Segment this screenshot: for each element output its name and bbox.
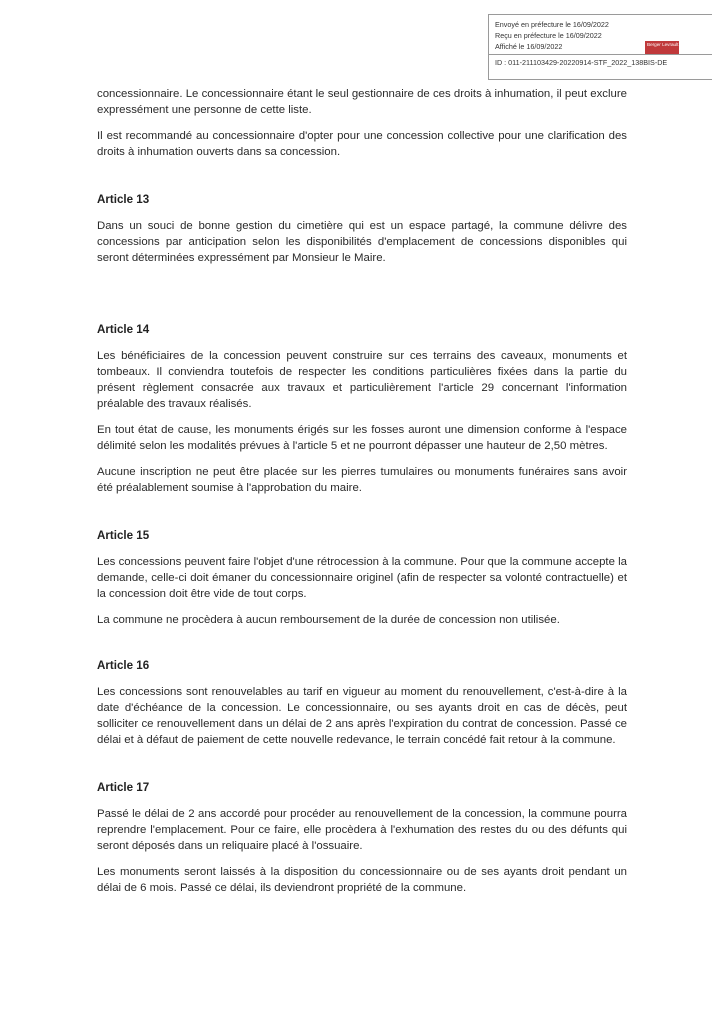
- article-15-paragraph-1: Les concessions peuvent faire l'objet d'une rétrocession à la commune. Pour que la commune accepte la demande, celle-ci doit émaner du concessionnaire originel (afin de respecter sa volonté contractuelle) et la concession doit être vide de tout corps.: [97, 556, 627, 600]
- stamp-sent-date: Envoyé en préfecture le 16/09/2022: [495, 20, 609, 29]
- article-15-title: Article 15: [97, 529, 150, 542]
- article-15-paragraph-2: La commune ne procèdera à aucun remboursement de la durée de concession non utilisée.: [97, 614, 560, 626]
- article-14-paragraph-2: En tout état de cause, les monuments érigés sur les fosses auront une dimension conforme à l'espace délimité selon les modalités prévues à l'article 5 et ne pourront dépasser une hauteur de 2,50 mètres.: [97, 424, 627, 452]
- stamp-received-date: Reçu en préfecture le 16/09/2022: [495, 31, 602, 40]
- article-17-paragraph-2: Les monuments seront laissés à la disposition du concessionnaire ou de ses ayants droit pendant un délai de 6 mois. Passé ce délai, ils deviendront propriété de la commune.: [97, 866, 627, 894]
- article-14-paragraph-3: Aucune inscription ne peut être placée sur les pierres tumulaires ou monuments funéraires sans avoir été préalablement soumise à l'approbation du maire.: [97, 466, 627, 494]
- article-17-paragraph-1: Passé le délai de 2 ans accordé pour procéder au renouvellement de la concession, la commune pourra reprendre l'emplacement. Pour ce faire, elle procèdera à l'exhumation des restes du ou des défunts qui seront déposés dans un reliquaire placé à l'ossuaire.: [97, 808, 627, 852]
- article-16-title: Article 16: [97, 659, 150, 672]
- prefecture-stamp: [488, 14, 712, 80]
- article-14-title: Article 14: [97, 323, 150, 336]
- article-13-title: Article 13: [97, 193, 150, 206]
- intro-paragraph-2: Il est recommandé au concessionnaire d'opter pour une concession collective pour une clarification des droits à inhumation ouverts dans sa concession.: [97, 130, 627, 158]
- article-14-paragraph-1: Les bénéficiaires de la concession peuvent construire sur ces terrains des caveaux, monuments et tombeaux. Il conviendra toutefois de respecter les conditions particulières fixées dans la partie du présent règlement consacrée aux travaux et particulièrement l'article 29 concernant l'information préalable des travaux réalisés.: [97, 350, 627, 410]
- article-13-paragraph-1: Dans un souci de bonne gestion du cimetière qui est un espace partagé, la commune délivre des concessions par anticipation selon les disponibilités d'emplacement de concessions disponibles qui seront déterminées expressément par Monsieur le Maire.: [97, 220, 627, 264]
- article-16-paragraph-1: Les concessions sont renouvelables au tarif en vigueur au moment du renouvellement, c'est-à-dire à la date d'échéance de la concession. Le concessionnaire, ou ses ayants droit en cas de décès, peut solliciter ce renouvellement dans un délai de 2 ans après l'expiration du contrat de concession. Passé ce délai et à défaut de paiement de cette nouvelle redevance, le terrain concédé fait retour à la commune.: [97, 686, 627, 746]
- document-body: [97, 86, 627, 896]
- intro-paragraph-1: concessionnaire. Le concessionnaire étant le seul gestionnaire de ces droits à inhumation, il peut exclure expressément une personne de cette liste.: [97, 88, 627, 116]
- stamp-id: ID : 011-211103429-20220914-STF_2022_138BIS-DE: [489, 54, 712, 68]
- berger-levrault-logo: Berger Levrault: [645, 41, 679, 54]
- stamp-posted-date: Affiché le 16/09/2022: [495, 42, 563, 51]
- article-17-title: Article 17: [97, 781, 150, 794]
